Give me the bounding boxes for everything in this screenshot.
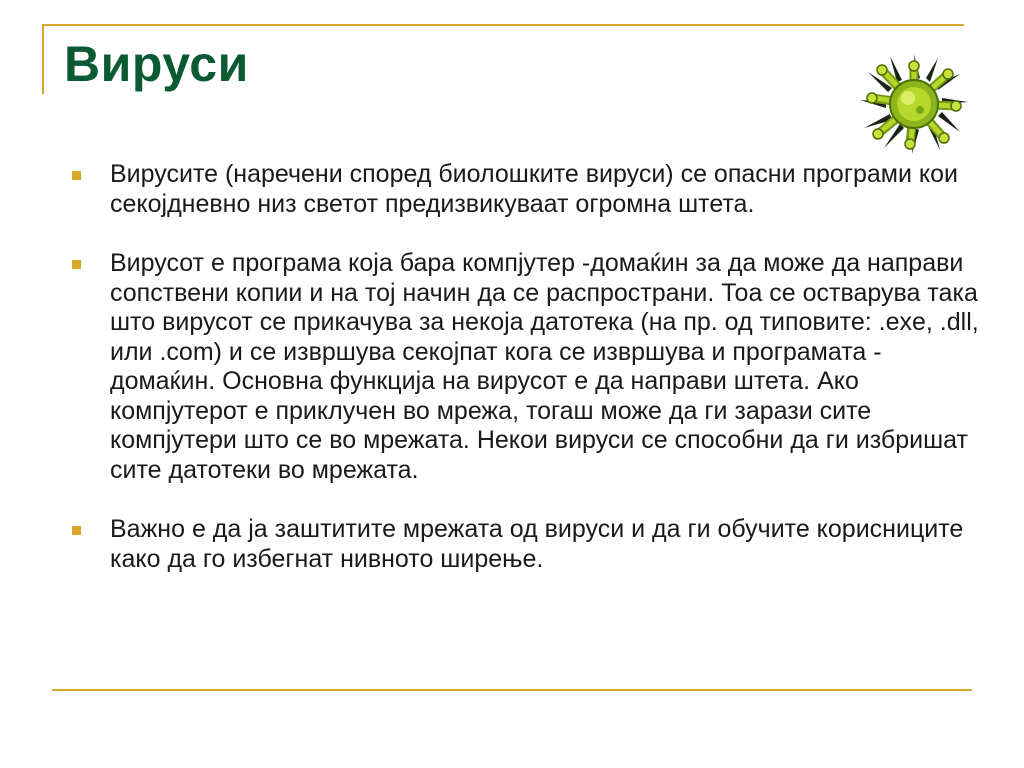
slide-title: Вируси bbox=[64, 36, 249, 92]
square-bullet-icon bbox=[72, 526, 81, 535]
bullet-item bbox=[72, 249, 982, 485]
bullet-text: Важно е да ја заштитите мрежата од вируси и да ги обучите корисниците како да го избегнат нивното ширење. bbox=[110, 515, 964, 573]
bullet-item bbox=[72, 515, 982, 574]
square-bullet-icon bbox=[72, 260, 81, 269]
square-bullet-icon bbox=[72, 171, 81, 180]
bullet-list bbox=[72, 160, 982, 604]
frame-top-line bbox=[42, 24, 964, 26]
bullet-text: Вирусот е програма која бара компјутер -домаќин за да може да направи сопствени копии и на тој начин да се распространи. Тоа се остварува така што вирусот се прикачувa за некоја датотека (на пр. од типовите: .exe, .dll, или .com) и се извршува секојпат кога се извршува и програмата - домаќин. Основна функција на вирусот е да направи штета. Ако компјутерот е приклучен во мрежа, тогаш може да ги зарази сите компјутери што се во мрежата. Некои вируси се способни да ги избришат сите датотеки во мрежата. bbox=[110, 249, 979, 484]
frame-left-line bbox=[42, 24, 44, 94]
frame-bottom-line bbox=[52, 689, 972, 691]
bullet-item bbox=[72, 160, 982, 219]
bullet-text: Вирусите (наречени според биолошките вируси) се опасни програми кои секојдневно низ светот предизвикуваат огромна штета. bbox=[110, 160, 958, 218]
virus-cartoon-icon bbox=[856, 50, 972, 156]
